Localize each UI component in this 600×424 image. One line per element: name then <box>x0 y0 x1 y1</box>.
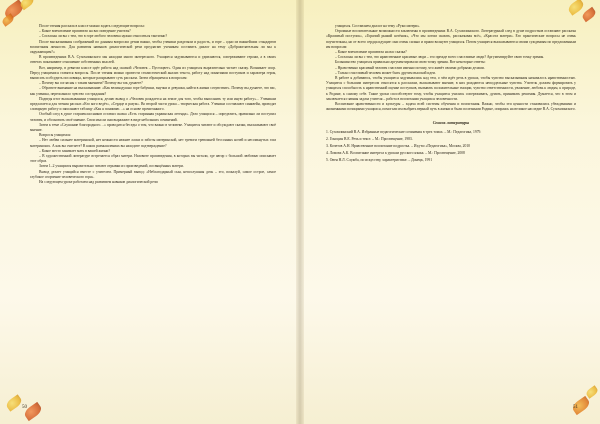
paragraph: учащихся. Составляем диалог на тему «Руки матери». <box>335 24 421 28</box>
book-gutter <box>296 0 304 424</box>
paragraph: Огромные воспитательные возможности заключены в произведениях В.А. Сухомлинского. Литературный след в душе подростков оставляют рассказы «Красивый поступок», «Горячий рыжий котёнок», «Что мы хотим сказать, рассказывая всё», «Красота матери». Его практические вопросы не очень поучительны, но от всего сердца идущие: они очень сильно и прямо волнуют учащихся. Потом учащиеся высказываются своим суждениям по предложенным им вопросам: <box>326 29 576 49</box>
autumn-leaf-decoration <box>585 385 599 398</box>
right-text-column <box>326 24 576 396</box>
paragraph: Затем к теме «Слушание благородного…» проводятся беседы о том, что важно в человеке. Учащиеся читают и обсуждают сказки, высказывают своё мнение. <box>30 122 276 133</box>
paragraph: Вывод делает учащийся вместе с учителем. Примерный вывод: «Неблагодарный сын, непослушная дочь – это, пожалуй, самое острое, самое глубокое огорчение человеческого горя». <box>30 169 276 179</box>
paragraph: – Почему вы согласны с таким мнением? Почему вы так думаете? <box>39 81 143 86</box>
paragraph: – Какое место занимает мать в вашей жизни? <box>39 148 111 153</box>
right-page <box>300 0 600 424</box>
paragraph: В работе я добиваюсь, чтобы учащиеся задумывались над тем, о чём идёт речь в уроках, чтобы чувство высказывания называлось нравственностью. Учащиеся с большим интересом относятся к рассказам, высказывают мнение, в них рождаются неподдельные чувства. Учитель должен формировать у учащихся способность к нравственной оценке поступков, вызывать положительные эмоции, чувство ответственности, уважение, любовь к людям, к природе, к Родине, к самому себе. Такие уроки способствуют тому, чтобы учащиеся учились сопереживать, думать, принимать решения. Думается, что в этом и заключается главная задача учителя – работа в воспитании учащихся человечности. <box>326 76 576 101</box>
autumn-leaf-decoration <box>5 394 24 411</box>
paragraph: – Нет любви сильнее материнской, нет нежности нежнее ласки и заботы материнской, нет тревоги тревожней бессонных ночей и несомкнутых глаз материнских. А как вы считаете? В каких размышлениях вы находите подтверждение? <box>30 138 276 148</box>
paragraph: – В художественной литературе встречается образ матери. Назовите произведения, в которых вы читали, где автор с большой любовью описывает этот образ. <box>30 154 276 164</box>
paragraph: Воспитание нравственности и культуры – задача всей системы обучения и воспитания. Важно, чтобы эти ценности становились убеждениями и жизненными позициями учащихся, помогали им выбрать верный путь в жизни и были полезными Родине, опираясь на великое наследие В.А. Сухомлинского. <box>326 102 576 112</box>
paragraph: – Обратите внимание на высказывание: «Как великодушно горе бабушки, внучки и девушки, найти в жизни сочувствие». Почему вы думаете, что вас, как ученика, переполнило чувство сострадания? <box>30 86 276 96</box>
autumn-leaf-decoration <box>581 7 598 22</box>
paragraph: – Только счастливый человек может быть другим высокой идеи. <box>335 70 436 75</box>
paragraph: На следующем уроке работаем над развитием навыков диалогической речи <box>39 180 158 185</box>
paragraph: После чтения рассказа в классе можно задать следующие вопросы: <box>39 24 145 28</box>
paragraph: – Какое впечатление произвело на вас поведение учителя? <box>39 29 131 34</box>
left-text-column <box>30 24 276 396</box>
literature-title: Список литературы <box>432 120 470 126</box>
paragraph: Подведя итог высказываниям учащихся, делаю вывод о «Человек рождается на земле для того, чтобы выполнить ту или иную работу»... Ученикам предлагается для чтения рассказ «Кто кого ведёт», «Сердце и разум». Во второй части урока – творческая работа. Ученики составляют синквейн, проводят словарную работу и заполняют таблицу «Как я понимаю…» на основе прочитанного. <box>30 96 276 112</box>
paragraph: Затем 1–2 учащимся выразительно читают отрывки из произведений, посвящённых матери. <box>39 164 184 169</box>
paragraph: – Нравственно красивый человек счастлив именно потому, что живёт своими добрыми делами. <box>335 65 485 70</box>
reference-item: 5. Овен Н.Л. Служба, по искусству, характеристике. – Донецк, 1991 <box>326 158 433 163</box>
paragraph: В произведениях В.А. Сухомлинского мы находим много интересного. Учащиеся задумываются и удивляются, сопереживают героям, а в своих ответах показывают отношение собственных мыслей. <box>30 55 276 65</box>
reference-list <box>326 130 576 164</box>
page-number-right: 51 <box>573 405 578 410</box>
paragraph: Большинство учащихся правильно аргументировали свою точку зрения. Вот некоторые ответы: <box>335 60 486 65</box>
reference-item: 2. Гоноцин В.Е. Речь и текст. – М.: Просвещение, 1983. <box>326 136 413 141</box>
reference-item: 3. Кочетов А.Н. Нравственное воспитание подростка. – Изд-во «Педагогика», Москва, 2010 <box>326 144 471 149</box>
reference-item: 1. Сухомлинский В.А. Избранные педагогические сочинения в трех томах. – М.: Педагогика, 1979. <box>326 129 482 134</box>
paragraph: Особый след в душе старшеклассников оставил сказка «Есть старинная украинская легенда». Дело учащихся – определить, правильно ли поступил человек, и обосновать своё мнение. Свои мысли они выражают в виде небольших сочинений. <box>30 112 276 122</box>
paragraph: – Какое впечатление произвела на вас сказка? <box>335 50 407 55</box>
paragraph: Вот, например, в девятом классе идёт работа над сказкой «Человек – Пустоцвет». Один из учащихся выразительно читает сказку. Возникает спор. Перед учащимися ставятся вопросы. После чтения можно провести стилистический анализ текста, работу над понятиями поступков и характера героя, выписать и обсудить пословицы, которые раскрывают суть рассказа. Затем обращаемся к вопросам: <box>30 65 276 81</box>
paragraph: После высказывания соображений по данным вопросам детям важно, чтобы ученики разделяли и радость, и горе – одно из важнейших стандартов воспитания личности. Для развития навыков диалогической речи предлагаю ученикам составить диалог на тему «Доброжелательны ли мы к окружающим?» <box>30 39 276 55</box>
paragraph: Вопросы учащимся: <box>39 133 71 138</box>
page-number-left: 50 <box>22 405 27 410</box>
paragraph: – Согласны ли вы с тем, что в горе любого человека нужно относиться тактично? <box>39 34 168 39</box>
paragraph: – Согласны ли вы с тем, что нравственное красивые люди – это прежде всего счастливые люди? Аргументируйте свою точку зрения. <box>335 55 545 60</box>
right-paragraphs <box>326 24 576 112</box>
reference-item: 4. Ломова А.К. Воспитание интереса к урокам русского языка. – М.: Просвещение, 2008 <box>326 151 465 156</box>
